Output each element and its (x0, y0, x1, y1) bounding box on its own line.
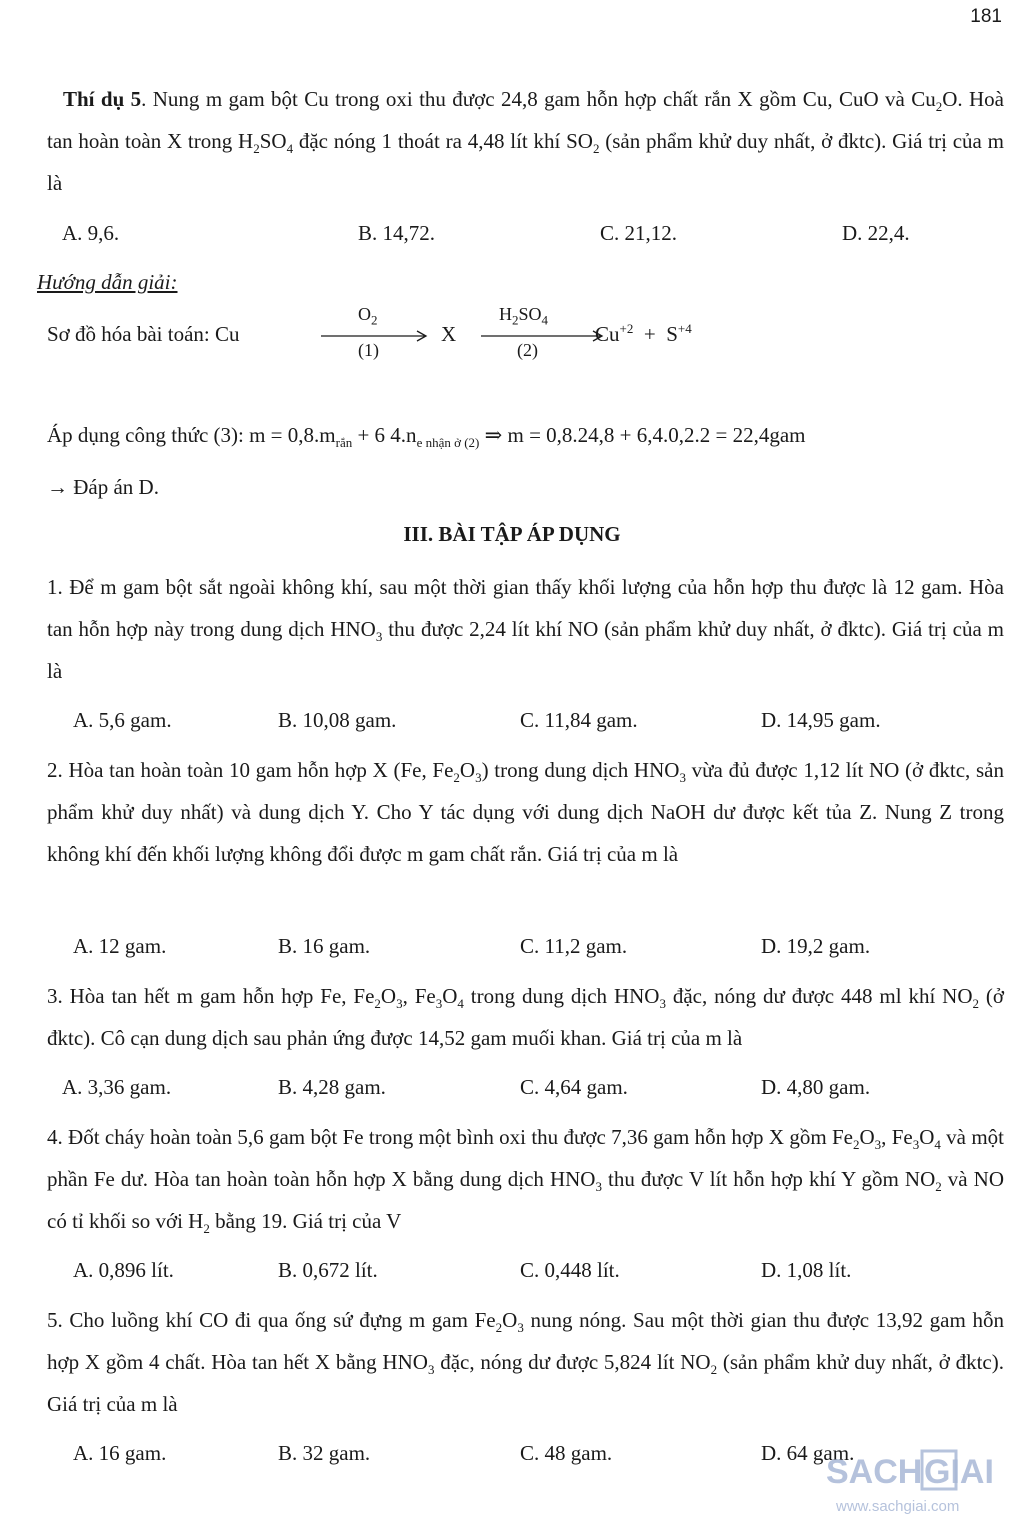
option-c: C. 11,2 gam. (520, 934, 628, 958)
option-d: D. 1,08 lít. (761, 1258, 852, 1282)
option-b: B. 16 gam. (278, 934, 371, 958)
option-a: A. 0,896 lít. (73, 1258, 174, 1282)
option-c: C. 4,64 gam. (520, 1075, 628, 1099)
sachgiai-watermark (814, 1431, 1014, 1521)
option-a: A. 9,6. (62, 221, 120, 245)
option-c: C. 0,448 lít. (520, 1258, 620, 1282)
option-a: A. 12 gam. (73, 934, 167, 958)
option-b: B. 14,72. (358, 221, 436, 245)
reaction-scheme (47, 304, 747, 370)
scheme-intermediate: X (441, 322, 457, 346)
option-b: B. 32 gam. (278, 1441, 371, 1465)
watermark-brand-a: SACH (826, 1453, 923, 1491)
option-a: A. 3,36 gam. (62, 1075, 172, 1099)
answer-line: → Đáp án D. (47, 475, 159, 499)
question-2: 2. Hòa tan hoàn toàn 10 gam hỗn hợp X (Fe, $Fe_2O_3$) trong dung dịch $HNO_3$ vừa đủ được 1,12 lít NO (ở đktc, sản phẩm khử duy nhất) và dung dịch Y. Cho Y tác dụng với dung dịch NaOH dư được kết tủa Z. Nung Z trong không khí đến khối lượng không đổi được m gam chất rắn. Giá trị của m là (47, 758, 1004, 866)
arrow2-reagent: $H_2SO_4$ (499, 304, 549, 328)
question-3: 3. Hòa tan hết m gam hỗn hợp Fe, $Fe_2O_3$, $Fe_3O_4$ trong dung dịch $HNO_3$ đặc, nóng dư được 448 ml khí $NO_2$ (ở đktc). Cô cạn dung dịch sau phản ứng được 14,52 gam muối khan. Giá trị của m là (47, 984, 1004, 1050)
option-b: B. 4,28 gam. (278, 1075, 386, 1099)
guide-label: Hướng dẫn giải: (37, 270, 178, 294)
watermark-url: www.sachgiai.com (836, 1498, 960, 1515)
scheme-label: Sơ đồ hóa bài toán: Cu (47, 322, 240, 346)
option-d: D. 14,95 gam. (761, 708, 881, 732)
page-number: 181 (970, 6, 1002, 27)
option-a: A. 16 gam. (73, 1441, 167, 1465)
question-4: 4. Đốt cháy hoàn toàn 5,6 gam bột Fe trong một bình oxi thu được 7,36 gam hỗn hợp X gồm $Fe_2O_3$, $Fe_3O_4$ và một phần Fe dư. Hòa tan hoàn toàn hỗn hợp X bằng dung dịch $HNO_3$ thu được V lít hỗn hợp khí Y gồm $NO_2$ và NO có tỉ khối so với $H_2$ bằng 19. Giá trị của V (47, 1125, 1004, 1237)
arrow1-reagent: $O_2$ (358, 304, 378, 328)
option-c: C. 11,84 gam. (520, 708, 638, 732)
section-heading: III. BÀI TẬP ÁP DỤNG (403, 522, 621, 546)
formula-line: Áp dụng công thức (3): $m = 0,8.m_{rắn} + 6$ $4.n_{e nhận ở (2)}$ ⇒ m = 0,8.24,8 + 6,4.0,2.2 = 22,4gam (47, 423, 806, 451)
option-d: D. 19,2 gam. (761, 934, 871, 958)
option-b: B. 0,672 lít. (278, 1258, 378, 1282)
option-d: D. 22,4. (842, 221, 910, 245)
option-b: B. 10,08 gam. (278, 708, 397, 732)
option-d: D. 64 gam. (761, 1441, 855, 1465)
example-title: Thí dụ 5 (63, 87, 142, 111)
arrow1-step: (1) (358, 340, 379, 360)
watermark-brand-b: GIAI (924, 1453, 994, 1491)
question-1: 1. Để m gam bột sắt ngoài không khí, sau một thời gian thấy khối lượng của hỗn hợp thu được là 12 gam. Hòa tan hỗn hợp này trong dung dịch $HNO_3$ thu được 2,24 lít khí NO (sản phẩm khử duy nhất, ở đktc). Giá trị của m là (47, 575, 1004, 683)
option-c: C. 21,12. (600, 221, 678, 245)
option-c: C. 48 gam. (520, 1441, 613, 1465)
scheme-products: $Cu^{+2} + S^{+4}$ (595, 321, 692, 346)
option-a: A. 5,6 gam. (73, 708, 172, 732)
question-5: 5. Cho luồng khí CO đi qua ống sứ đựng m gam $Fe_2O_3$ nung nóng. Sau một thời gian thu được 13,92 gam hỗn hợp X gồm 4 chất. Hòa tan hết X bằng $HNO_3$ đặc, nóng dư được 5,824 lít $NO_2$ (sản phẩm khử duy nhất, ở đktc). Giá trị của m là (47, 1308, 1004, 1416)
example-paragraph: Thí dụ 5. Nung m gam bột Cu trong oxi thu được 24,8 gam hỗn hợp chất rắn X gồm Cu, CuO và $Cu_2O$. Hoà tan hoàn toàn X trong $H_2SO_4$ đặc nóng 1 thoát ra 4,48 lít khí $SO_2$ (sản phẩm khử duy nhất, ở đktc). Giá trị của m là (47, 87, 1004, 195)
option-d: D. 4,80 gam. (761, 1075, 871, 1099)
arrow2-step: (2) (517, 340, 538, 360)
